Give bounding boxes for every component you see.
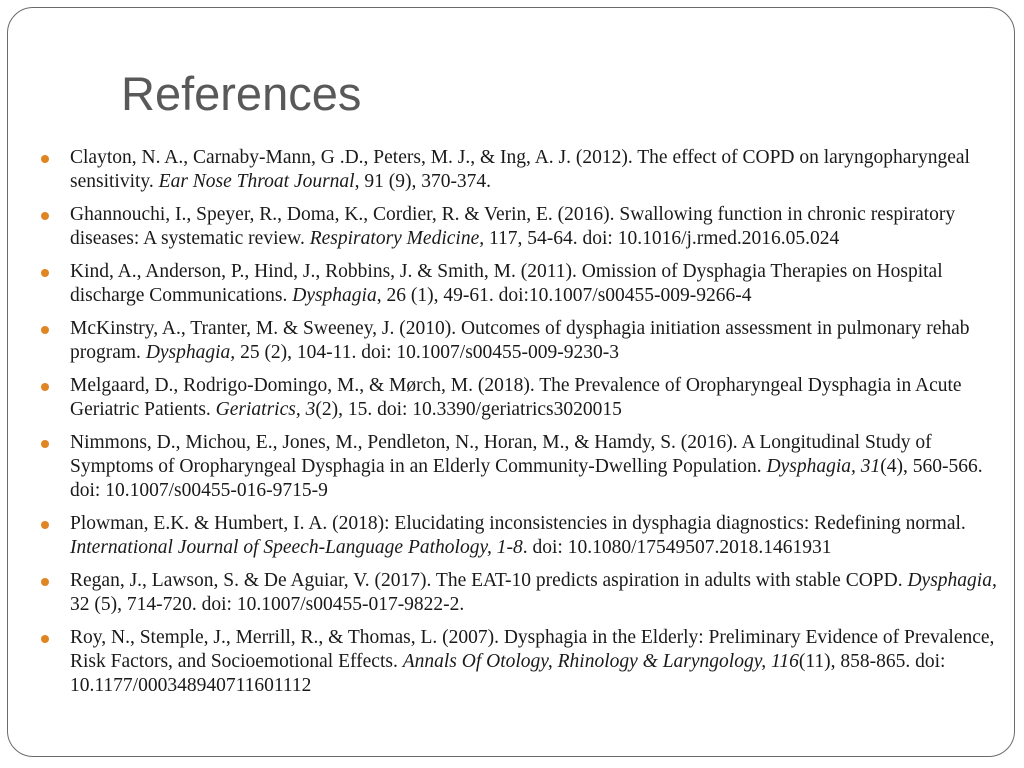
ref-journal: Respiratory Medicine,: [309, 228, 485, 249]
reference-item: [40, 317, 1015, 365]
ref-text: Regan, J., Lawson, S. & De Aguiar, V. (2017). The EAT-10 predicts aspiration in adults with stable COPD.: [70, 570, 908, 591]
ref-text: Ghannouchi, I., Speyer, R., Doma, K., Cordier, R. & Verin, E. (2016). Swallowing function in chronic respiratory diseases: A systematic review.: [70, 204, 956, 249]
ref-journal: Annals Of Otology, Rhinology & Laryngology: [402, 651, 762, 672]
ref-volume: , 116: [761, 651, 799, 672]
reference-item: [40, 374, 1015, 422]
ref-journal: International Journal of Speech-Language Pathology, 1-8: [70, 537, 523, 558]
reference-item: [40, 431, 1015, 503]
bullet-icon: [41, 269, 49, 277]
reference-item: [40, 569, 1015, 617]
reference-item: [40, 146, 1015, 194]
reference-list: [40, 146, 1015, 707]
ref-tail: (4), 560-566. doi: 10.1007/s00455-016-9715-9: [70, 456, 983, 501]
bullet-icon: [41, 326, 49, 334]
bullet-icon: [41, 440, 49, 448]
ref-journal: Dysphagia: [292, 285, 377, 306]
ref-tail: (11), 858-865. doi: 10.1177/000348940711601112: [70, 651, 946, 696]
bullet-icon: [41, 155, 49, 163]
reference-item: [40, 512, 1015, 560]
bullet-icon: [41, 578, 49, 586]
ref-text: Clayton, N. A., Carnaby-Mann, G .D., Peters, M. J., & Ing, A. J. (2012). The effect of COPD on laryngopharyngeal sensitivity.: [70, 147, 970, 192]
ref-journal: Dysphagia,: [145, 342, 236, 363]
ref-tail: . doi: 10.1080/17549507.2018.1461931: [522, 537, 832, 558]
bullet-icon: [41, 635, 49, 643]
ref-tail: 32 (5), 714-720. doi: 10.1007/s00455-017-9822-2.: [70, 594, 465, 615]
ref-journal: Dysphagia,: [907, 570, 997, 591]
slide-title: References: [121, 67, 362, 120]
ref-journal: Ear Nose Throat Journal: [158, 171, 355, 192]
ref-text: Melgaard, D., Rodrigo-Domingo, M., & Mørch, M. (2018). The Prevalence of Oropharyngeal Dysphagia in Acute Geriatric Patients.: [70, 375, 962, 420]
ref-tail: 117, 54-64. doi: 10.1016/j.rmed.2016.05.024: [484, 228, 840, 249]
reference-item: [40, 626, 1015, 698]
ref-volume: , 3: [295, 399, 316, 420]
slide: [7, 7, 1015, 757]
ref-tail: 25 (2), 104-11. doi: 10.1007/s00455-009-9230-3: [235, 342, 620, 363]
ref-journal: Geriatrics: [215, 399, 296, 420]
ref-text: Kind, A., Anderson, P., Hind, J., Robbins, J. & Smith, M. (2011). Omission of Dysphagia Therapies on Hospital discharge Communications.: [70, 261, 943, 306]
bullet-icon: [41, 212, 49, 220]
ref-tail: , 91 (9), 370-374.: [354, 171, 492, 192]
ref-tail: , 26 (1), 49-61. doi:10.1007/s00455-009-9266-4: [376, 285, 752, 306]
bullet-icon: [41, 383, 49, 391]
ref-text: Plowman, E.K. & Humbert, I. A. (2018): Elucidating inconsistencies in dysphagia diagnostics: Redefining normal.: [70, 513, 966, 534]
reference-item: [40, 260, 1015, 308]
ref-text: Roy, N., Stemple, J., Merrill, R., & Thomas, L. (2007). Dysphagia in the Elderly: Preliminary Evidence of Prevalence, Risk Factors, and Socioemotional Effects.: [70, 627, 995, 672]
ref-text: Nimmons, D., Michou, E., Jones, M., Pendleton, N., Horan, M., & Hamdy, S. (2016). A Longitudinal Study of Symptoms of Oropharyngeal Dysphagia in an Elderly Community-Dwelling Population.: [70, 432, 932, 477]
ref-volume: , 31: [851, 456, 881, 477]
bullet-icon: [41, 521, 49, 529]
reference-item: [40, 203, 1015, 251]
ref-tail: (2), 15. doi: 10.3390/geriatrics3020015: [315, 399, 622, 420]
ref-journal: Dysphagia: [766, 456, 851, 477]
ref-text: McKinstry, A., Tranter, M. & Sweeney, J. (2010). Outcomes of dysphagia initiation assessment in pulmonary rehab program.: [70, 318, 970, 363]
